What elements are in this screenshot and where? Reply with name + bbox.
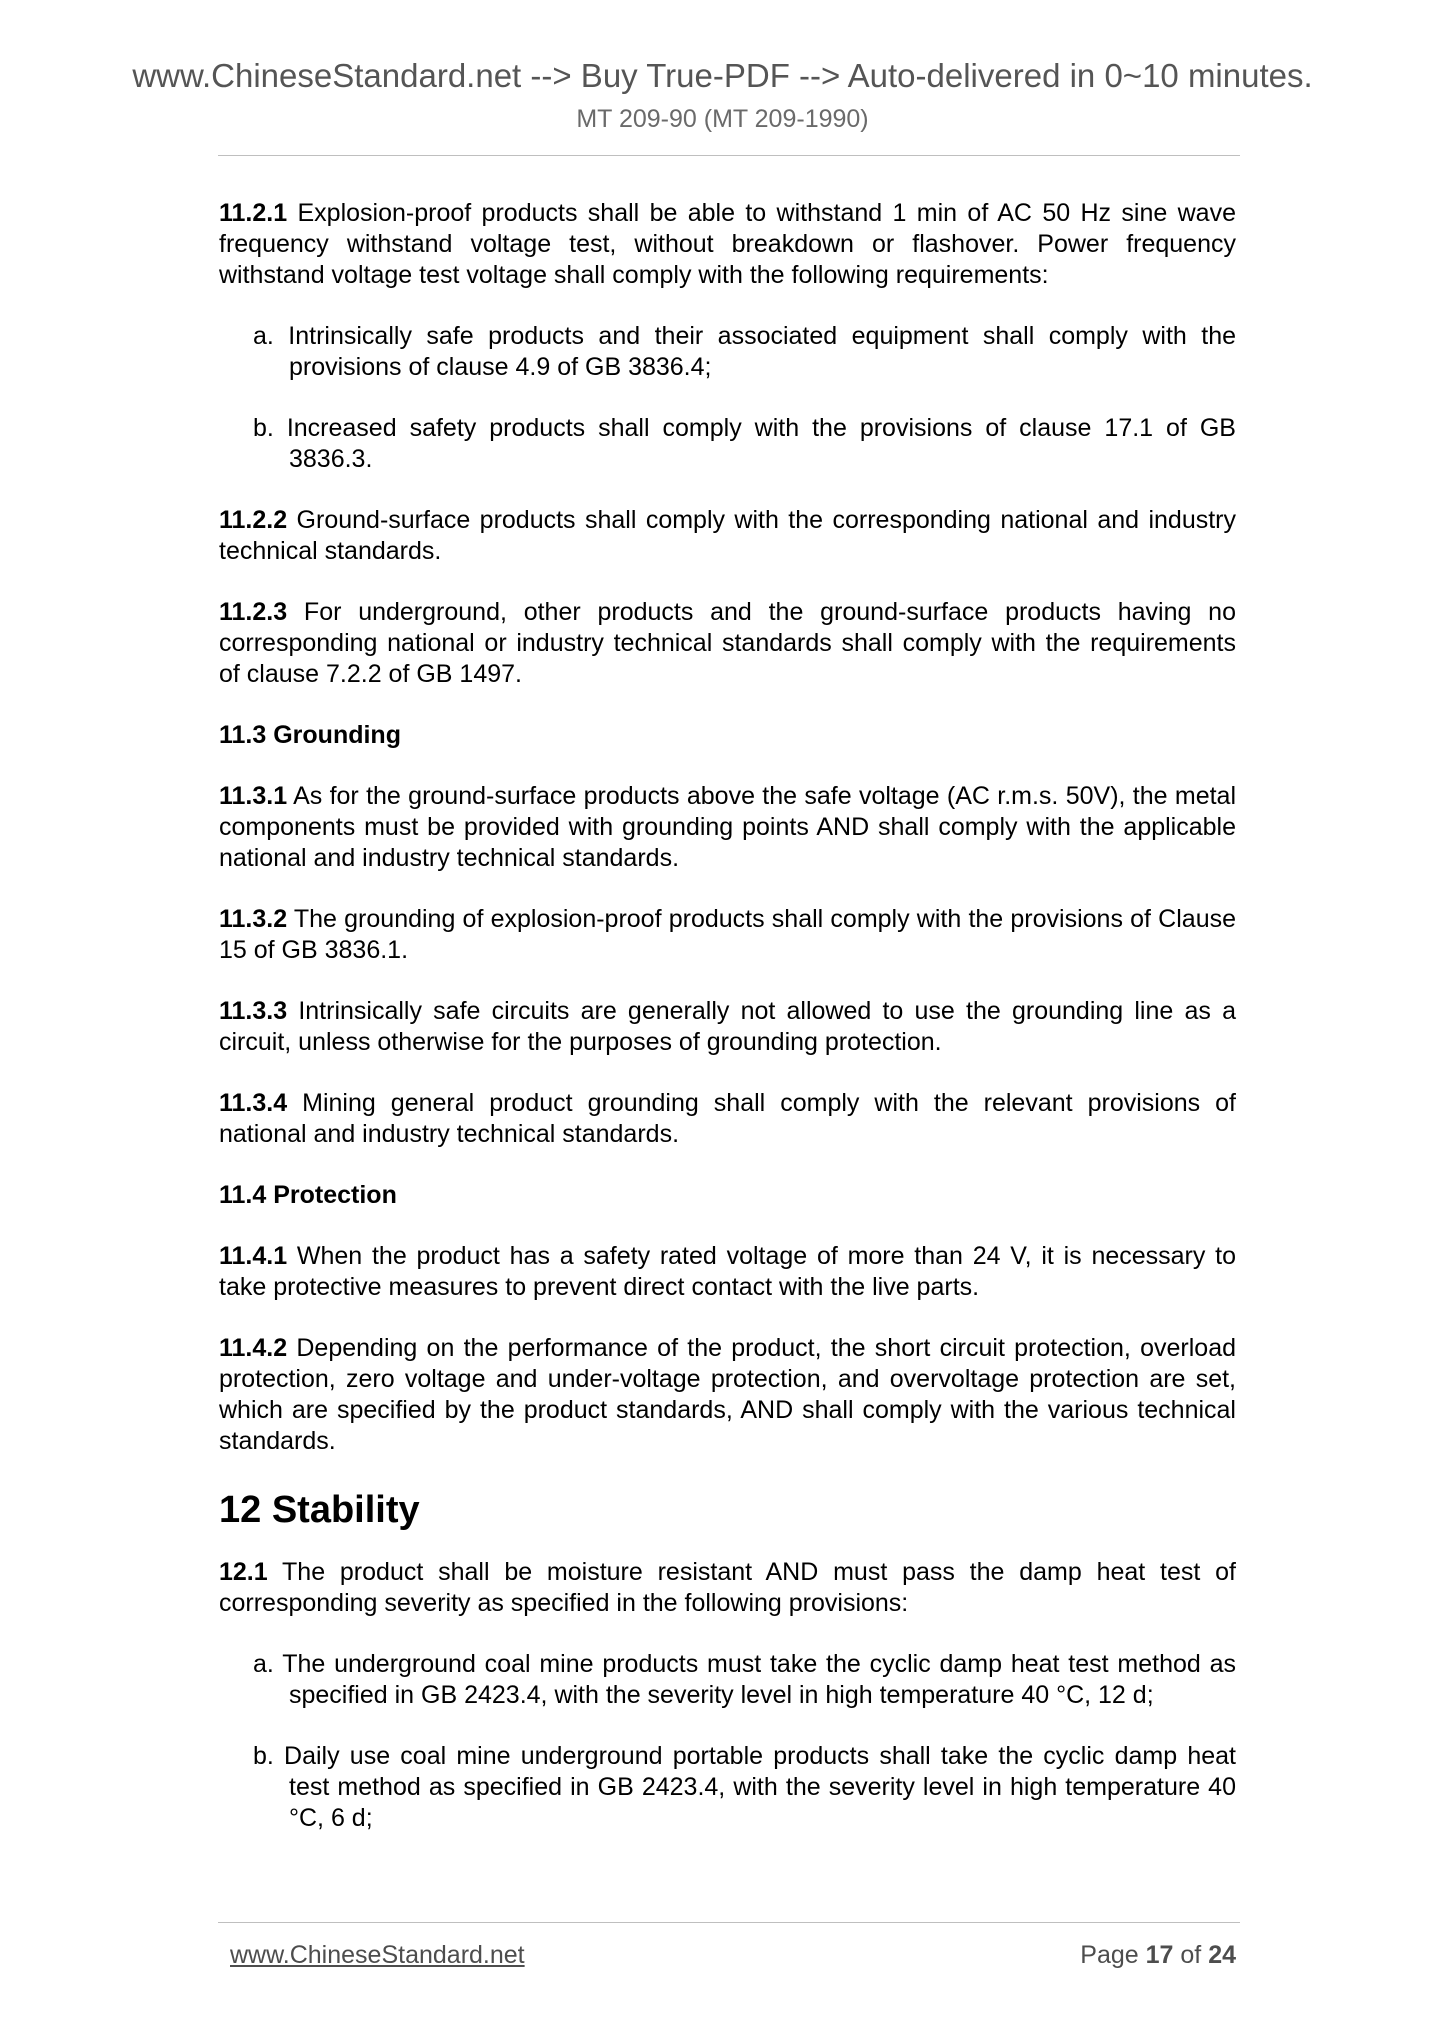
clause-text: Intrinsically safe circuits are generally not allowed to use the grounding line as a circuit, unless otherwise for the purposes of grounding protection. — [219, 997, 1236, 1056]
page-of: of — [1173, 1941, 1209, 1969]
page-total: 24 — [1208, 1941, 1236, 1969]
header-banner: www.ChineseStandard.net --> Buy True-PDF --> Auto-delivered in 0~10 minutes. — [132, 57, 1313, 94]
heading-11-4-protection: 11.4 Protection — [219, 1181, 397, 1209]
clause-11-3-1 — [219, 781, 1236, 874]
clause-text: As for the ground-surface products above the safe voltage (AC r.m.s. 50V), the metal components must be provided with grounding points AND shall comply with the applicable national and industry technical standards. — [219, 782, 1236, 872]
clause-number: 12.1 — [219, 1558, 268, 1586]
clause-12-1-item-b: b. Daily use coal mine underground portable products shall take the cyclic damp heat test method as specified in GB 2423.4, with the severity level in high temperature 40 °C, 6 d; — [253, 1742, 1236, 1832]
page-current: 17 — [1145, 1941, 1174, 1969]
clause-text: When the product has a safety rated voltage of more than 24 V, it is necessary to take protective measures to prevent direct contact with the live parts. — [219, 1242, 1236, 1301]
clause-number: 11.3.2 — [219, 905, 288, 933]
clause-11-3-2 — [219, 904, 1236, 966]
clause-12-1 — [219, 1557, 1236, 1619]
clause-number: 11.2.3 — [219, 598, 288, 626]
clause-11-4-1 — [219, 1241, 1236, 1303]
clause-text: The grounding of explosion-proof products shall comply with the provisions of Clause 15 of GB 3836.1. — [219, 905, 1236, 964]
clause-text: Ground-surface products shall comply with the corresponding national and industry technical standards. — [219, 506, 1236, 565]
clause-number: 11.4.1 — [219, 1242, 288, 1270]
clause-number: 11.4.2 — [219, 1334, 288, 1362]
clause-number: 11.3.3 — [219, 997, 288, 1025]
page-word: Page — [1080, 1941, 1146, 1969]
clause-text: For underground, other products and the ground-surface products having no corresponding national or industry technical standards shall comply with the requirements of clause 7.2.2 of GB 1497. — [219, 598, 1236, 688]
clause-text: Explosion-proof products shall be able to withstand 1 min of AC 50 Hz sine wave frequency withstand voltage test, without breakdown or flashover. Power frequency withstand voltage test voltage shall comply with the following requirements: — [219, 199, 1236, 289]
section-12-title: 12 Stability — [219, 1489, 420, 1531]
clause-number: 11.2.1 — [219, 199, 288, 227]
clause-11-3-4 — [219, 1088, 1236, 1150]
clause-number: 11.3.1 — [219, 782, 288, 810]
clause-11-4-2 — [219, 1333, 1236, 1457]
heading-11-3-grounding: 11.3 Grounding — [219, 721, 401, 749]
clause-11-2-3 — [219, 597, 1236, 690]
clause-11-2-2 — [219, 505, 1236, 567]
clause-text: The product shall be moisture resistant AND must pass the damp heat test of corresponding severity as specified in the following provisions: — [219, 1558, 1236, 1617]
clause-11-2-1-item-b: b. Increased safety products shall comply with the provisions of clause 17.1 of GB 3836.3. — [253, 414, 1236, 473]
clause-text: Mining general product grounding shall comply with the relevant provisions of national and industry technical standards. — [219, 1089, 1236, 1148]
clause-number: 11.3.4 — [219, 1089, 288, 1117]
footer-page-number — [1080, 1940, 1236, 1970]
footer-site-link[interactable]: www.ChineseStandard.net — [230, 1941, 525, 1969]
clause-11-2-1-item-a: a. Intrinsically safe products and their associated equipment shall comply with the provisions of clause 4.9 of GB 3836.4; — [253, 322, 1236, 381]
clause-12-1-item-a: a. The underground coal mine products must take the cyclic damp heat test method as specified in GB 2423.4, with the severity level in high temperature 40 °C, 12 d; — [253, 1650, 1236, 1709]
clause-text: Depending on the performance of the product, the short circuit protection, overload protection, zero voltage and under-voltage protection, and overvoltage protection are set, which are specified by the product standards, AND shall comply with the various technical standards. — [219, 1334, 1236, 1455]
footer-divider — [218, 1922, 1240, 1923]
document-body — [219, 198, 1236, 1864]
header-doc-id: MT 209-90 (MT 209-1990) — [576, 105, 869, 133]
clause-number: 11.2.2 — [219, 506, 288, 534]
header-divider — [218, 155, 1240, 156]
clause-11-2-1 — [219, 198, 1236, 291]
clause-11-3-3 — [219, 996, 1236, 1058]
